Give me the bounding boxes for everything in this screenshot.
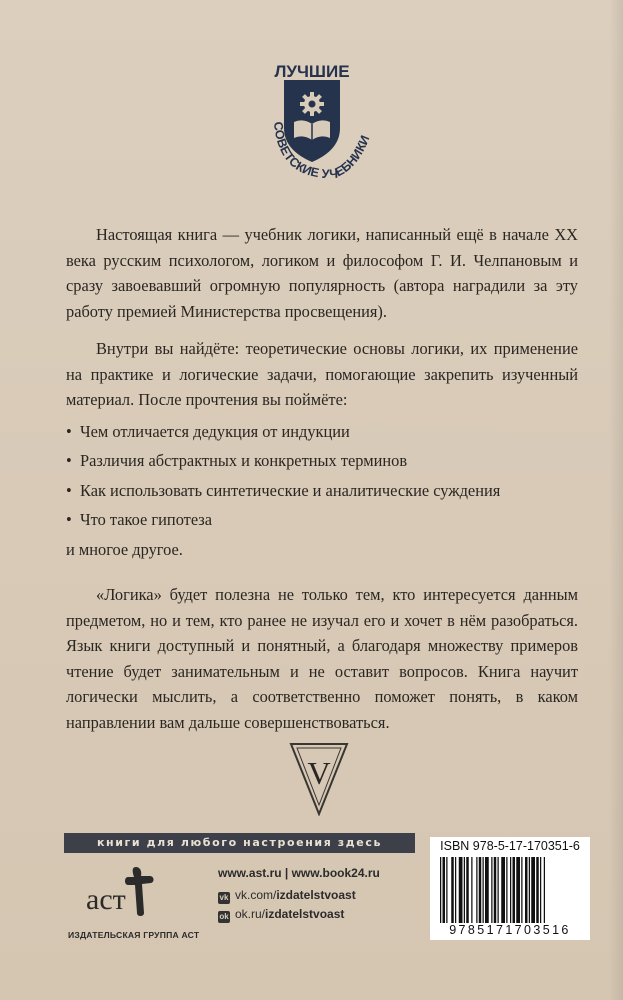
barcode-bar	[544, 857, 545, 923]
topics-list	[66, 419, 578, 533]
logo-text: аст	[86, 883, 126, 916]
barcode-bar	[466, 857, 469, 923]
badge-line2: СОВЕТСКИЕ УЧЕБНИКИ	[270, 120, 373, 182]
barcode-bar	[476, 857, 477, 923]
barcode-bar	[443, 857, 446, 923]
barcode-bar	[479, 857, 482, 923]
description-paragraph-1: Настоящая книга — учебник логики, написанный ещё в начале XX века русским психологом, логиком и философом Г. И. Челпановым и сразу завоевавший огромную популярность (автора наградили за эту работу премией Министерства просвещения).	[66, 225, 578, 321]
ok-link[interactable]: ok ok.ru/izdatelstvoast	[219, 907, 345, 921]
list-item: • Как использовать синтетические и аналитические суждения	[66, 480, 501, 500]
barcode-bars	[440, 857, 582, 923]
barcode-bar	[491, 857, 492, 923]
odnoklassniki-icon: ok	[219, 912, 229, 921]
barcode-bar	[529, 857, 530, 923]
barcode-bar	[446, 857, 447, 923]
isbn-label: ISBN 978-5-17-170351-6	[440, 839, 580, 853]
badge-line1: ЛУЧШИЕ	[274, 62, 350, 81]
barcode-bar	[440, 857, 441, 923]
barcode-bar	[521, 857, 522, 923]
vk-link[interactable]: vk vk.com/izdatelstvoast	[219, 888, 356, 902]
vk-icon: vk	[219, 893, 229, 902]
barcode-bar	[494, 857, 497, 923]
publisher-websites[interactable]: www.ast.ru | www.book24.ru	[218, 866, 380, 880]
barcode-bar	[451, 857, 454, 923]
description-paragraph-2-tail: и многое другое.	[66, 539, 183, 559]
publisher-logo	[84, 863, 174, 919]
series-badge	[262, 58, 382, 198]
barcode-bar	[513, 857, 516, 923]
triangle-seal-icon	[288, 742, 350, 816]
barcode-bar	[506, 857, 507, 923]
barcode-bar	[498, 857, 499, 923]
barcode-bar	[531, 857, 535, 923]
publisher-caption: ИЗДАТЕЛЬСКАЯ ГРУППА АСТ	[68, 930, 200, 940]
barcode-bar	[540, 857, 541, 923]
barcode	[430, 837, 590, 940]
seal-letter: V	[307, 755, 331, 791]
barcode-bar	[483, 857, 484, 923]
barcode-bar	[464, 857, 465, 923]
list-item: • Что такое гипотеза	[66, 510, 213, 529]
barcode-bar	[525, 857, 528, 923]
barcode-bar	[485, 857, 489, 923]
barcode-bar	[459, 857, 463, 923]
description-paragraph-3: «Логика» будет полезна не только тем, кто интересуется данным предметом, но и тем, кто ранее не изучал его и хочет в нём разобраться. Язык книги доступный и понятный, а благодаря множеству примеров чтение будет занимательным и не оставит вопросов. Книга научит логически мыслить, а соответственно поможет понять, в каком направлении вам дальше совершенствоваться.	[66, 585, 578, 732]
barcode-bar	[510, 857, 511, 923]
spine-shadow	[609, 0, 623, 1000]
list-item: • Чем отличается дедукция от индукции	[66, 421, 350, 441]
book-description	[66, 222, 578, 735]
barcode-bar	[471, 857, 472, 923]
description-paragraph-2-intro: Внутри вы найдёте: теоретические основы логики, их применение на практике и логические задачи, помогающие закрепить изученный материал. После прочтения вы поймёте:	[66, 339, 578, 409]
barcode-bar	[501, 857, 505, 923]
list-item: • Различия абстрактных и конкретных терминов	[66, 451, 408, 470]
barcode-digits: 9785171703516	[449, 923, 571, 937]
slogan-banner: книги для любого настроения здесь	[64, 833, 415, 853]
barcode-bar	[455, 857, 456, 923]
barcode-bar	[516, 857, 520, 923]
barcode-bar	[536, 857, 539, 923]
